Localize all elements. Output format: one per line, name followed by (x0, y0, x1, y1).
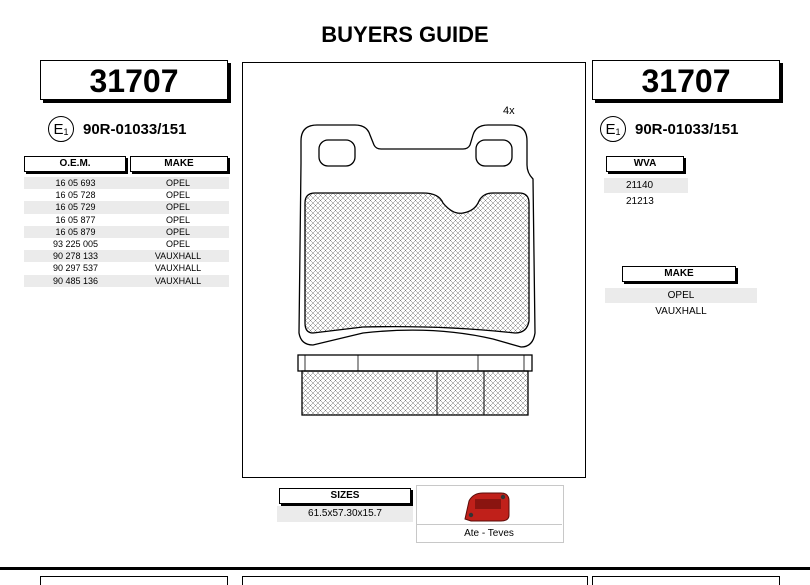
table-row (24, 275, 229, 287)
oem-number: 16 05 693 (55, 178, 96, 188)
next-part-box-right (592, 576, 780, 585)
oem-number: 16 05 877 (55, 214, 96, 225)
sizes-value: 61.5x57.30x15.7 (277, 506, 413, 522)
brake-caliper-icon (461, 489, 513, 523)
part-number-box-left: 31707 (40, 60, 228, 100)
oem-number: 90 485 136 (52, 275, 99, 286)
table-row (24, 238, 229, 250)
oem-number: 93 225 005 (52, 238, 99, 249)
page-divider (0, 567, 810, 570)
table-row (24, 262, 229, 274)
table-row (24, 214, 229, 226)
oem-make: OPEL (165, 226, 190, 237)
certification-code: 90R-01033/151 (635, 120, 739, 138)
sizes-header: SIZES (279, 488, 411, 504)
certification-left (48, 116, 186, 142)
brake-pad-diagram-icon (243, 63, 584, 476)
oem-make: VAUXHALL (154, 263, 202, 274)
e-mark-icon: E $_1$ (48, 116, 74, 142)
part-number-box-right: 31707 (592, 60, 780, 100)
page-title: BUYERS GUIDE (321, 22, 489, 47)
brake-system-caption: Ate - Teves (416, 524, 562, 542)
oem-make: VAUXHALL (154, 275, 202, 286)
table-row (24, 250, 229, 262)
oem-table (24, 177, 229, 287)
certification-code: 90R-01033/151 (83, 120, 187, 138)
oem-make: OPEL (165, 238, 190, 249)
oem-column-header: O.E.M. (24, 156, 126, 172)
table-row (24, 189, 229, 201)
oem-make: VAUXHALL (154, 251, 202, 262)
oem-number: 16 05 879 (55, 226, 96, 237)
make-column-header: MAKE (130, 156, 228, 172)
oem-make: OPEL (165, 178, 190, 188)
next-part-box-left (40, 576, 228, 585)
e-mark-icon: E $_1$ (600, 116, 626, 142)
vehicle-make-value: OPEL (605, 288, 757, 303)
brake-pad-drawing (242, 62, 586, 478)
wva-value: 21213 (626, 196, 654, 207)
oem-number: 90 297 537 (52, 263, 99, 274)
next-drawing-box (242, 576, 588, 585)
wva-header: WVA (606, 156, 684, 172)
oem-number: 16 05 728 (55, 190, 96, 201)
vehicle-make-header: MAKE (622, 266, 736, 282)
vehicle-make-value: VAUXHALL (655, 306, 707, 317)
oem-make: OPEL (165, 190, 190, 201)
quantity-label: 4x (503, 105, 515, 117)
certification-right (600, 116, 738, 142)
table-row (24, 177, 229, 189)
table-row (24, 226, 229, 238)
wva-value: 21140 (604, 178, 688, 193)
oem-make: OPEL (165, 202, 190, 213)
oem-number: 90 278 133 (52, 251, 99, 262)
table-row (24, 201, 229, 213)
oem-make: OPEL (165, 214, 190, 225)
oem-number: 16 05 729 (55, 202, 96, 213)
